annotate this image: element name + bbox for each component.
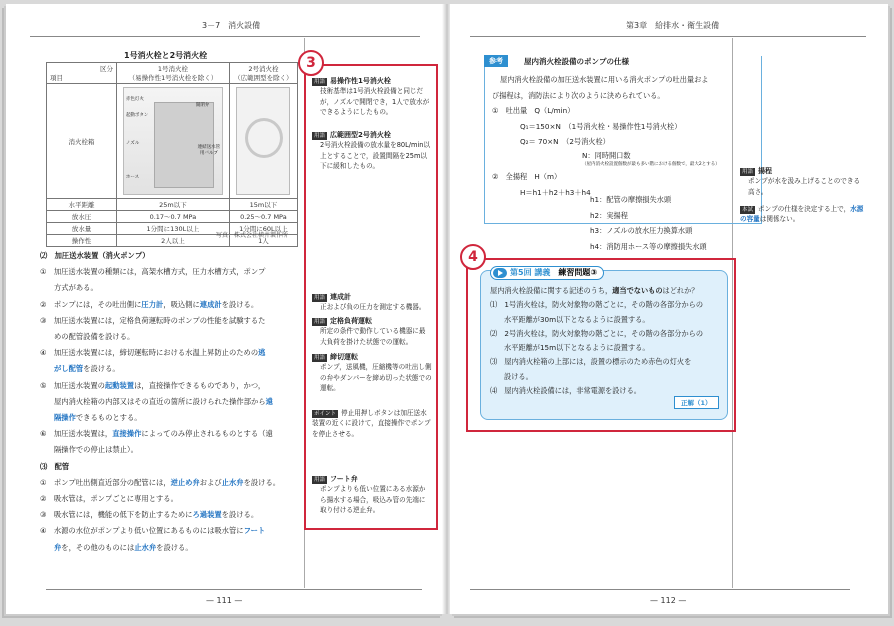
hydrant-1-photo: 赤色灯火 起動ボタン ノズル ホース 開閉弁 連結送水管用バルブ xyxy=(117,84,230,199)
section-title: ⑵ 加圧送水装置（消火ポンプ） xyxy=(40,251,150,260)
cell: 15m以下 xyxy=(229,199,297,211)
cell: 25m以下 xyxy=(117,199,230,211)
exercise-choice: ⑶ 屋内消火栓箱の上部には，設置の標示のため赤色の灯火を 設ける。 xyxy=(490,357,692,381)
reference-title: 屋内消火栓設備のポンプの仕様 xyxy=(524,57,629,66)
right-page xyxy=(450,4,888,614)
footer-rule xyxy=(470,589,850,590)
reference-head-loss-list xyxy=(590,192,750,254)
text-line: ② 全揚程 H（m） xyxy=(492,171,562,181)
marker-3: 3 xyxy=(298,50,324,76)
text-line: （屋内消火栓設置個数が最も多い階における個数で，最大2とする） xyxy=(582,161,720,167)
table-corner-cell: 区分 項目 xyxy=(47,63,117,84)
list-item: ① ポンプ吐出側直近部分の配管には，逆止め弁および止水弁を設ける。 xyxy=(40,477,281,487)
text-line: び揚程は，消防法により次のように決められている。 xyxy=(492,90,665,100)
list-item: ③ 吸水管には，機能の低下を防止するためにろ過装置を設ける。 xyxy=(40,510,259,520)
sidebar-exam-note: 本試 ポンプの仕様を決定する上で，水源の容量は関係ない。 xyxy=(740,205,864,224)
text-line: H＝h1＋h2＋h3＋h4 xyxy=(520,187,591,197)
list-item: ① 加圧送水装置の種類には，高架水槽方式，圧力水槽方式，ポンプ 方式がある。 xyxy=(40,267,266,293)
sidebar-term: 用語 連成計 正および負の圧力を測定する機器。 xyxy=(314,293,426,312)
sidebar-term: 用語 フート弁 ポンプよりも低い位置にある水源から揚水する場合，吸込み管の先端に取り付ける逆止弁。 xyxy=(314,475,426,515)
list-item: ② 吸水管は，ポンプごとに専用とする。 xyxy=(40,494,178,504)
page-number: — 111 — xyxy=(206,596,243,605)
text-line: Q₁＝150×N （1号消火栓・易操作性1号消火栓） xyxy=(520,121,682,131)
answer-badge: 正解（1） xyxy=(674,396,719,409)
cell: 0.17〜0.7 MPa xyxy=(117,211,230,223)
list-item: ③ 加圧送水装置には，定格負荷運転時のポンプの性能を試験するた めの配管設備を設ける。 xyxy=(40,315,266,342)
text-line: ① 吐出量 Q（L/min） xyxy=(492,106,575,116)
sidebar-point: ポイント 停止用押しボタンは加圧送水装置の近くに設けて，直接操作でポンプを停止させる。 xyxy=(312,409,431,438)
exercise-choice: ⑴ 1号消火栓は，防火対象物の階ごとに，その階の各部分からの 水平距離が30m以下となるように設置する。 xyxy=(490,300,704,324)
text-line: h4：消防用ホース等の摩擦損失水頭 xyxy=(590,241,707,251)
header-rule xyxy=(470,36,866,37)
sidebar-term: 用語 広範囲型2号消火栓 2号消火栓設備の放水量を80L/min以上とすることで，設置間隔を25m以下に緩和したもの。 xyxy=(314,131,431,171)
sidebar-term: 用語 揚程 ポンプが水を汲み上げることのできる高さ。 xyxy=(742,167,861,196)
exercise-question: 屋内消火栓設備に関する記述のうち，適当でないものはどれか？ xyxy=(490,286,699,295)
col-header-2: 2号消火栓 （広範囲型を除く） xyxy=(229,63,297,84)
list-item: ④ 加圧送水装置には，締切運転時における水温上昇防止のための逃 がし配管を設ける。 xyxy=(40,348,266,374)
cell: 0.25〜0.7 MPa xyxy=(229,211,297,223)
page-number: — 112 — xyxy=(650,596,687,605)
left-page xyxy=(6,4,444,614)
row-label: 消火栓箱 xyxy=(47,84,117,199)
cell: 1人 xyxy=(229,235,297,247)
photo-credit: 写真：株式会社横井製作所 xyxy=(216,232,289,239)
row-label: 水平距離 xyxy=(47,199,117,211)
exercise-choice: ⑷ 屋内消火栓設備には，非常電源を設ける。 xyxy=(490,386,641,396)
row-label: 操作性 xyxy=(47,235,117,247)
text-line: 屋内消火栓設備の加圧送水装置に用いる消火ポンプの吐出量およ xyxy=(500,75,709,84)
text-line: h3：ノズルの放水圧力換算水頭 xyxy=(590,226,693,236)
text-line: h1：配管の摩擦損失水頭 xyxy=(590,195,672,204)
reference-header xyxy=(484,55,762,69)
reference-tag: 参考 xyxy=(484,55,508,67)
pump-section xyxy=(40,248,302,556)
table-title: 1号消火栓と2号消火栓 xyxy=(124,51,208,60)
text-line: h2：実揚程 xyxy=(590,210,628,220)
marker-4: 4 xyxy=(460,244,486,270)
cell: 2人以上 xyxy=(117,235,230,247)
list-item: ④ 水源の水位がポンプより低い位置にあるものには吸水管にフート 弁を，その他のものには止水弁を設ける。 xyxy=(40,526,266,552)
book-spread xyxy=(6,4,888,618)
row-label: 放水量 xyxy=(47,223,117,235)
page-header: 3－7 消火設備 xyxy=(202,21,261,30)
text-line: N：同時開口数 xyxy=(582,150,631,160)
reference-body xyxy=(492,72,758,200)
hydrant-2-photo xyxy=(229,84,297,199)
exercise-body xyxy=(490,284,724,398)
exercise-header: 第5回 講義 練習問題③ xyxy=(490,266,604,280)
list-item: ② ポンプには，その吐出側に圧力計，吸込側に連成計を設ける。 xyxy=(40,299,259,309)
footer-rule xyxy=(46,589,422,590)
list-item: ⑤ 加圧送水装置の起動装置は，直接操作できるものであり，かつ， 屋内消火栓箱の内部又はその直近の箇所に設けられた操作部から遠 隔操作できるものとする。 xyxy=(40,380,273,423)
sidebar-term: 用語 易操作性1号消火栓 技術基準は1号消火栓設備と同じだが，ノズルで開閉でき，1人で放水ができるようにしたもの。 xyxy=(314,77,430,117)
list-item: ⑥ 加圧送水装置は，直接操作によってのみ停止されるものとする（遠 隔操作での停止は禁止）。 xyxy=(40,429,273,455)
play-icon xyxy=(493,268,507,278)
exercise-choice: ⑵ 2号消火栓は，防火対象物の階ごとに，その階の各部分からの 水平距離が15m以下となるように設置する。 xyxy=(490,328,704,353)
page-header: 第3章 給排水・衛生設備 xyxy=(626,21,720,30)
section-title: ⑶ 配管 xyxy=(40,461,70,471)
sidebar-term: 用語 定格負荷運転 所定の条件で動作している機器に最大負荷を掛けた状態での運転。 xyxy=(314,317,426,346)
text-line: Q₂＝ 70×N （2号消火栓） xyxy=(520,137,610,147)
col-header-1: 1号消火栓 （易操作性1号消火栓を除く） xyxy=(117,63,230,84)
header-rule xyxy=(30,36,420,37)
cell: 1分間に60L以上 xyxy=(229,223,297,235)
hydrant-spec-table xyxy=(46,62,298,247)
sidebar-term: 用語 締切運転 ポンプ，送風機，圧縮機等の吐出し側の弁やダンパーを締め切った状態での運転。 xyxy=(314,353,432,393)
row-label: 放水圧 xyxy=(47,211,117,223)
cell: 1分間に130L以上 xyxy=(117,223,230,235)
